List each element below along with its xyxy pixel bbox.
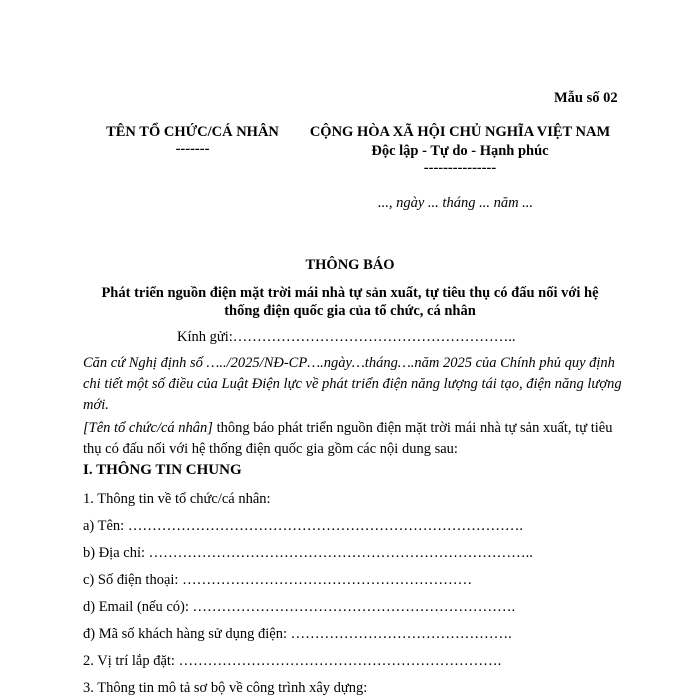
intro-placeholder: [Tên tổ chức/cá nhân] [83, 420, 213, 436]
section-1-item: b) Địa chỉ: …………………………………………………………………….. [83, 545, 533, 561]
org-underline: ------- [175, 141, 210, 157]
section-1-item: c) Số điện thoại: …………………………………………………… [83, 572, 473, 588]
section-1-item: đ) Mã số khách hàng sử dụng điện: ………………………………………. [83, 626, 512, 642]
org-name: TÊN TỔ CHỨC/CÁ NHÂN [106, 124, 279, 140]
intro-paragraph [83, 418, 623, 460]
document-title: THÔNG BÁO [305, 257, 395, 273]
recipient-line: Kính gửi:………………………………………………….. [177, 329, 516, 345]
subtitle-line-2: thống điện quốc gia của tổ chức, cá nhân [224, 303, 476, 319]
date-line: ..., ngày ... tháng ... năm ... [378, 195, 534, 211]
section-1-item: d) Email (nếu có): …………………………………………………………. [83, 599, 516, 615]
subtitle-line-1: Phát triển nguồn điện mặt trời mái nhà tự sản xuất, tự tiêu thụ có đấu nối với hệ [101, 285, 599, 301]
section-1-heading: I. THÔNG TIN CHUNG [83, 462, 242, 478]
country-name: CỘNG HÒA XÃ HỘI CHỦ NGHĨA VIỆT NAM [309, 124, 611, 140]
section-1-item: a) Tên: ………………………………………………………………………. [83, 518, 523, 534]
legal-basis: Căn cứ Nghị định số …../2025/NĐ-CP….ngày…tháng….năm 2025 của Chính phủ quy định chi tiết một số điều của Luật Điện lực về phát triển điện năng lượng tái tạo, điện năng lượng mới. [83, 355, 622, 413]
section-1-item: 2. Vị trí lắp đặt: …………………………………………………………. [83, 653, 502, 669]
motto-underline: --------------- [423, 160, 497, 176]
intro-text: thông báo phát triển nguồn điện mặt trời mái nhà tự sản xuất, tự tiêu thụ có đấu nối với hệ thống điện quốc gia gồm các nội dung sau: [83, 420, 613, 457]
motto: Độc lập - Tự do - Hạnh phúc [371, 143, 549, 159]
section-1-item: 1. Thông tin về tổ chức/cá nhân: [83, 491, 271, 507]
section-1-item: 3. Thông tin mô tả sơ bộ về công trình xây dựng: [83, 680, 368, 696]
form-number: Mẫu số 02 [554, 90, 618, 106]
